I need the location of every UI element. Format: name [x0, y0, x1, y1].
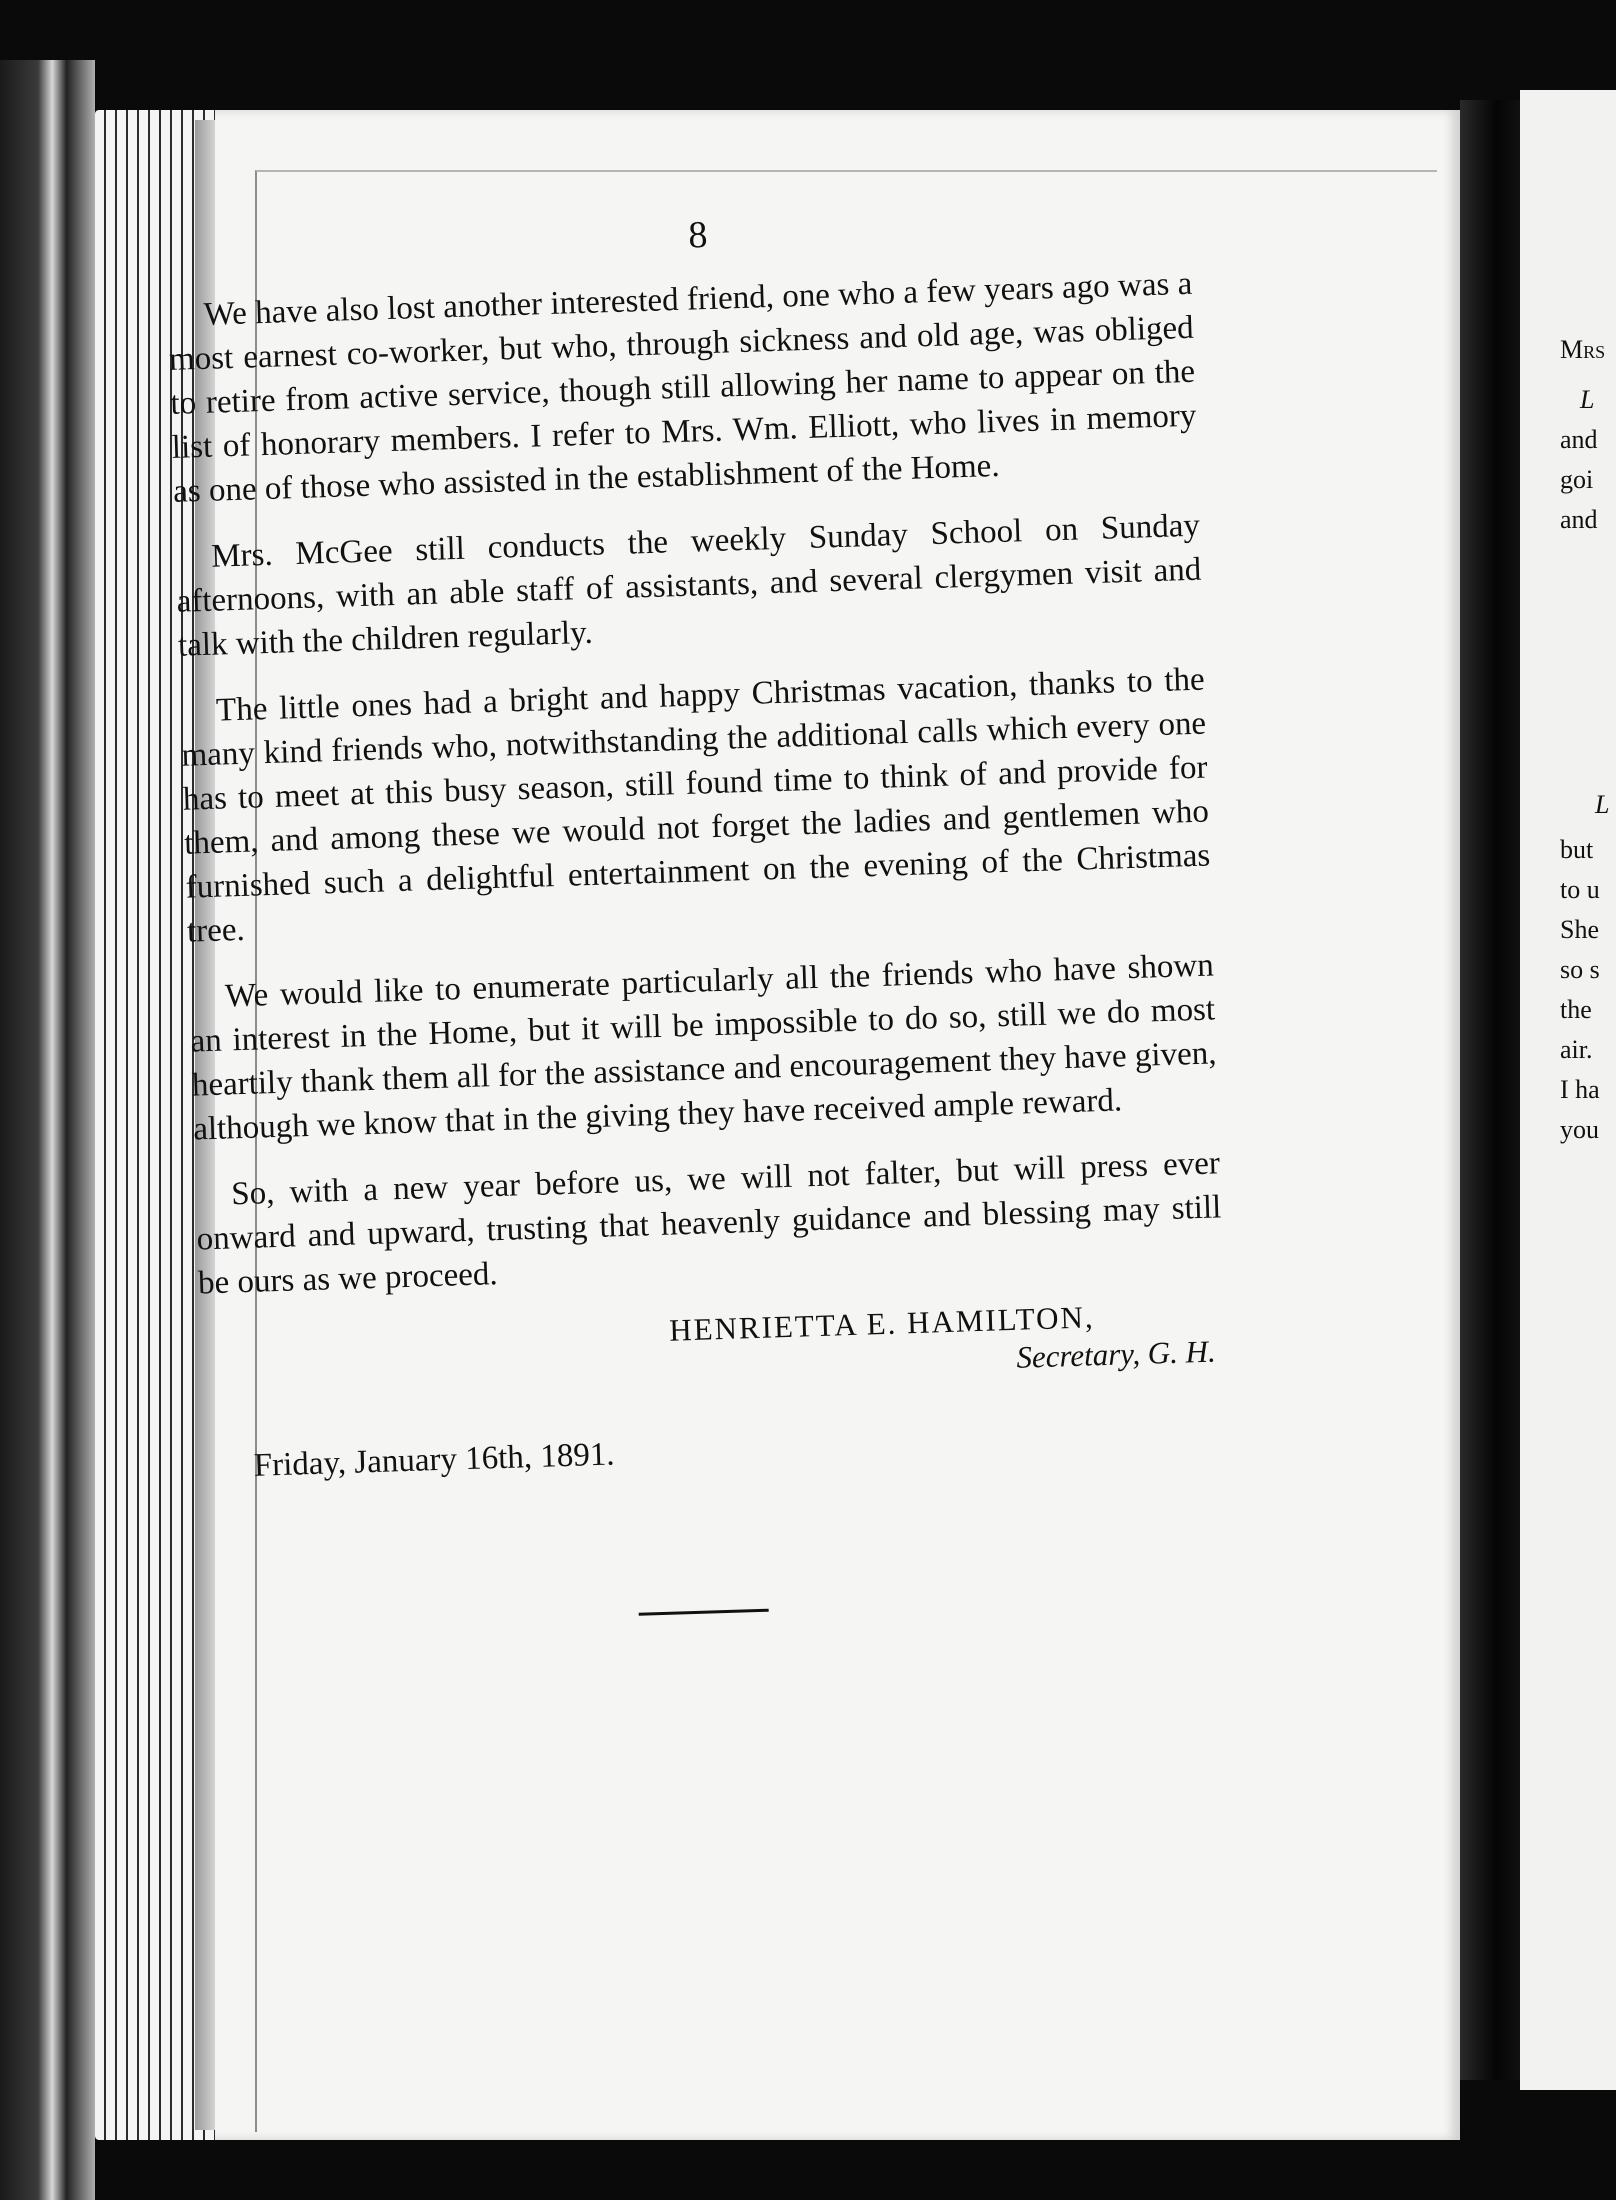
paragraph-lost-friend: We have also lost another interested friend, one who a few years ago was a most earnest co-worker, but who, through sickness and old age, was obliged to retire from active service, though still allowing her name to appear on the list of honorary members. I refer to Mrs. Wm. Elliott, who lives in memory as one of those who assisted in the establishment of the Home.: [168, 265, 1197, 510]
facing-page-fragment: but: [1560, 835, 1594, 864]
page-number: 8: [687, 213, 709, 257]
facing-page-fragment: air.: [1560, 1035, 1593, 1064]
document-date: Friday, January 16th, 1891.: [253, 1436, 616, 1484]
book-binding-edge: [0, 60, 95, 2200]
facing-page: [1520, 90, 1616, 2090]
paragraph-sunday-school: Mrs. McGee still conducts the weekly Sunday School on Sunday afternoons, with an able staff of assistants, and several clergymen visit and talk with the children regularly.: [176, 507, 1202, 664]
facing-page-fragment: so s: [1560, 955, 1600, 984]
facing-page-fragment: She: [1560, 915, 1599, 944]
facing-page-fragment: and: [1560, 425, 1598, 454]
paragraph-christmas: The little ones had a bright and happy Christmas vacation, thanks to the many kind friends who, notwithstanding the additional calls which every one has to meet at this busy season, still found time to think of and provide for them, and among these we would not forget the ladies and gentlemen who furnished such a delightful entertainment on the evening of the Christmas tree.: [180, 661, 1211, 950]
facing-page-fragment: L: [1580, 385, 1595, 414]
signature-title: Secretary, G. H.: [1015, 1333, 1217, 1375]
facing-page-fragment: to u: [1560, 875, 1600, 904]
facing-page-fragment: goi: [1560, 465, 1594, 494]
book-gutter: [1460, 100, 1520, 2080]
signature-name: HENRIETTA E. HAMILTON,: [668, 1299, 1096, 1348]
facing-page-fragment: you: [1560, 1115, 1599, 1144]
page-content: [165, 198, 1233, 1630]
facing-page-fragment: L: [1595, 790, 1610, 819]
paragraph-thanks: We would like to enumerate particularly all the friends who have shown an interest in the Home, but it will be impossible to do so, still we do most heartily thank them all for the assistance and encouragement they have given, although we know that in the giving they have received ample reward.: [189, 947, 1217, 1148]
facing-page-fragment: the: [1560, 995, 1592, 1024]
facing-page-fragment: Mrs: [1560, 335, 1606, 364]
facing-page-fragment: I ha: [1560, 1075, 1600, 1104]
paragraph-new-year: So, with a new year before us, we will not falter, but will press ever onward and upward, trusting that heavenly guidance and blessing may still be ours as we proceed.: [196, 1145, 1222, 1302]
facing-page-fragment: and: [1560, 505, 1598, 534]
